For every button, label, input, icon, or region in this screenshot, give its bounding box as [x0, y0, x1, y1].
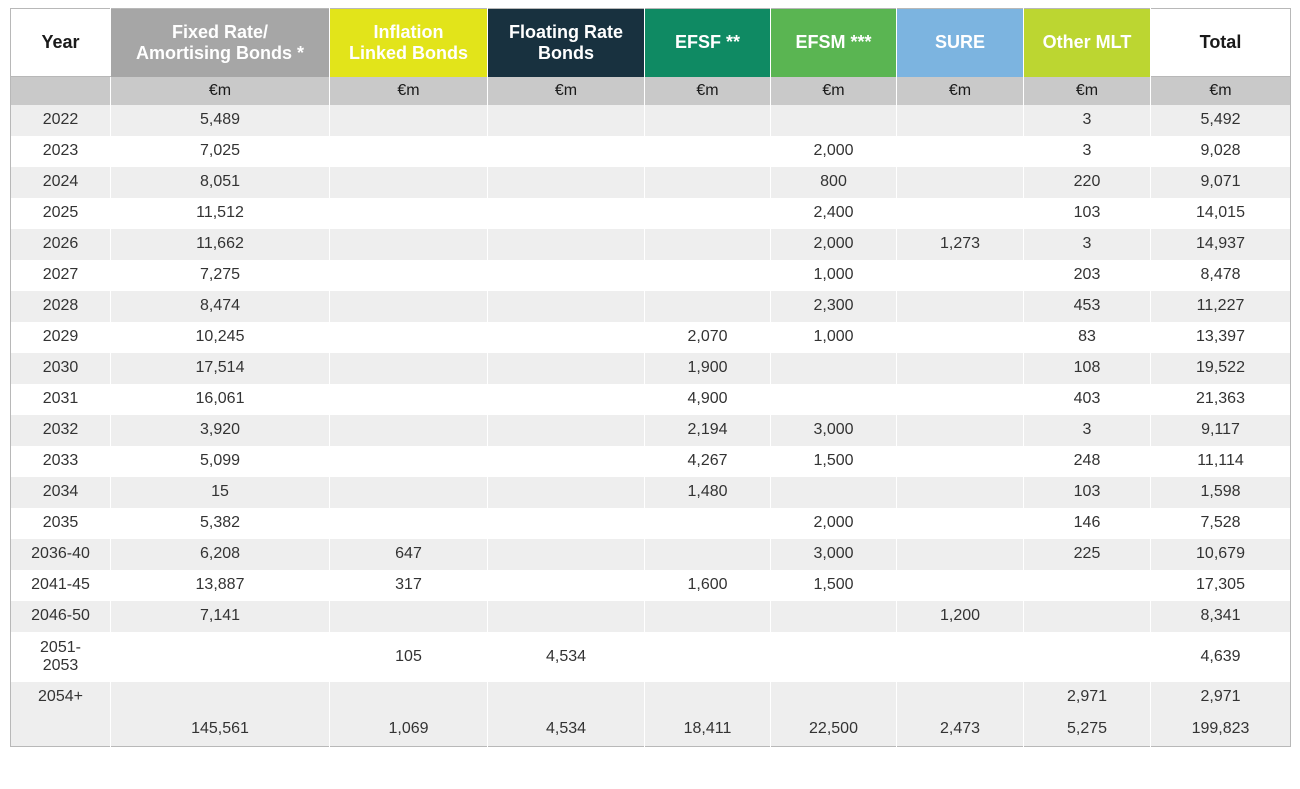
cell-other-mlt: 203 [1024, 260, 1151, 291]
cell-total: 5,492 [1151, 105, 1291, 136]
cell-sure [897, 477, 1024, 508]
cell-floating-rate [488, 601, 645, 632]
cell-efsm: 1,000 [771, 322, 897, 353]
cell-efsf [645, 260, 771, 291]
cell-floating-rate [488, 570, 645, 601]
cell-other-mlt: 3 [1024, 229, 1151, 260]
cell-sure [897, 291, 1024, 322]
units-cell-sure: €m [897, 77, 1024, 105]
cell-floating-rate [488, 136, 645, 167]
cell-fixed-rate: 7,141 [111, 601, 330, 632]
cell-inflation-linked [330, 260, 488, 291]
cell-efsm [771, 384, 897, 415]
table-row [11, 353, 1291, 384]
cell-efsf [645, 291, 771, 322]
cell-efsf [645, 198, 771, 229]
cell-efsm: 2,400 [771, 198, 897, 229]
cell-efsf [645, 539, 771, 570]
cell-sure [897, 570, 1024, 601]
cell-other-mlt: 403 [1024, 384, 1151, 415]
cell-other-mlt: 220 [1024, 167, 1151, 198]
table-totals-row [11, 713, 1291, 747]
cell-floating-rate [488, 229, 645, 260]
cell-efsm: 1,000 [771, 260, 897, 291]
cell-year-line1: 2051- [40, 638, 81, 656]
cell-inflation-linked: 317 [330, 570, 488, 601]
cell-efsf [645, 508, 771, 539]
cell-total: 9,071 [1151, 167, 1291, 198]
column-header-inflation-linked-line2: Linked Bonds [348, 42, 468, 63]
cell-efsf [645, 632, 771, 682]
cell-efsm [771, 477, 897, 508]
cell-floating-rate [488, 477, 645, 508]
cell-sure [897, 260, 1024, 291]
cell-year: 2041-45 [11, 570, 111, 601]
cell-fixed-rate: 13,887 [111, 570, 330, 601]
cell-sure [897, 415, 1024, 446]
cell-floating-rate [488, 198, 645, 229]
column-header-fixed-rate-line1: Fixed Rate/ [171, 21, 269, 42]
cell-sure [897, 198, 1024, 229]
total-cell-efsf: 18,411 [645, 713, 771, 747]
cell-efsf [645, 601, 771, 632]
total-cell-year [11, 713, 111, 747]
cell-fixed-rate: 3,920 [111, 415, 330, 446]
cell-sure [897, 682, 1024, 713]
cell-inflation-linked [330, 446, 488, 477]
cell-inflation-linked [330, 415, 488, 446]
cell-total: 10,679 [1151, 539, 1291, 570]
total-cell-fixed-rate: 145,561 [111, 713, 330, 747]
column-header-efsf [645, 9, 771, 77]
cell-year: 2024 [11, 167, 111, 198]
units-cell-efsf: €m [645, 77, 771, 105]
cell-sure [897, 322, 1024, 353]
cell-efsf: 1,480 [645, 477, 771, 508]
table-header [11, 9, 1291, 105]
cell-efsm: 2,300 [771, 291, 897, 322]
cell-total: 11,114 [1151, 446, 1291, 477]
cell-total: 7,528 [1151, 508, 1291, 539]
cell-fixed-rate [111, 632, 330, 682]
cell-sure [897, 105, 1024, 136]
column-header-fixed-rate [111, 9, 330, 77]
cell-fixed-rate: 6,208 [111, 539, 330, 570]
cell-total: 14,015 [1151, 198, 1291, 229]
column-header-other-mlt-label: Other MLT [1042, 32, 1132, 53]
column-header-inflation-linked-line1: Inflation [373, 21, 444, 42]
cell-inflation-linked [330, 384, 488, 415]
cell-total: 14,937 [1151, 229, 1291, 260]
cell-fixed-rate [111, 682, 330, 713]
cell-other-mlt: 103 [1024, 477, 1151, 508]
cell-sure [897, 539, 1024, 570]
column-header-sure [897, 9, 1024, 77]
cell-total: 2,971 [1151, 682, 1291, 713]
cell-floating-rate [488, 105, 645, 136]
cell-other-mlt [1024, 632, 1151, 682]
cell-year: 2034 [11, 477, 111, 508]
cell-efsf [645, 229, 771, 260]
cell-fixed-rate: 7,025 [111, 136, 330, 167]
cell-other-mlt: 248 [1024, 446, 1151, 477]
cell-year: 2036-40 [11, 539, 111, 570]
column-header-efsm [771, 9, 897, 77]
cell-inflation-linked [330, 198, 488, 229]
header-row [11, 9, 1291, 77]
cell-efsm: 2,000 [771, 229, 897, 260]
cell-efsm [771, 105, 897, 136]
cell-other-mlt: 225 [1024, 539, 1151, 570]
cell-other-mlt [1024, 570, 1151, 601]
cell-fixed-rate: 16,061 [111, 384, 330, 415]
cell-fixed-rate: 17,514 [111, 353, 330, 384]
cell-other-mlt: 2,971 [1024, 682, 1151, 713]
cell-inflation-linked [330, 322, 488, 353]
cell-sure [897, 508, 1024, 539]
total-cell-inflation-linked: 1,069 [330, 713, 488, 747]
cell-fixed-rate: 5,382 [111, 508, 330, 539]
cell-total: 8,478 [1151, 260, 1291, 291]
column-header-sure-label: SURE [934, 32, 985, 53]
cell-efsm: 2,000 [771, 508, 897, 539]
cell-year: 2026 [11, 229, 111, 260]
table-row [11, 539, 1291, 570]
cell-fixed-rate: 7,275 [111, 260, 330, 291]
units-cell-year [11, 77, 111, 105]
cell-efsm: 3,000 [771, 415, 897, 446]
cell-inflation-linked [330, 601, 488, 632]
cell-efsm [771, 353, 897, 384]
cell-year-line2: 2053 [42, 656, 79, 674]
table-row [11, 508, 1291, 539]
column-header-inflation-linked [330, 9, 488, 77]
column-header-year [11, 9, 111, 77]
cell-efsf: 1,600 [645, 570, 771, 601]
cell-efsm [771, 632, 897, 682]
column-header-floating-rate-line2: Bonds [538, 42, 594, 63]
cell-inflation-linked [330, 477, 488, 508]
total-cell-floating-rate: 4,534 [488, 713, 645, 747]
cell-efsf: 1,900 [645, 353, 771, 384]
cell-total: 17,305 [1151, 570, 1291, 601]
column-header-fixed-rate-line2: Amortising Bonds * [135, 42, 304, 63]
cell-year: 2027 [11, 260, 111, 291]
column-header-total-label: Total [1199, 31, 1242, 52]
cell-total: 8,341 [1151, 601, 1291, 632]
cell-fixed-rate: 8,474 [111, 291, 330, 322]
cell-fixed-rate: 5,489 [111, 105, 330, 136]
total-cell-other-mlt: 5,275 [1024, 713, 1151, 747]
cell-fixed-rate: 11,512 [111, 198, 330, 229]
units-row [11, 77, 1291, 105]
cell-efsm: 1,500 [771, 446, 897, 477]
cell-sure [897, 446, 1024, 477]
table-row [11, 322, 1291, 353]
column-header-total [1151, 9, 1291, 77]
table-row [11, 198, 1291, 229]
cell-efsf [645, 105, 771, 136]
cell-efsf [645, 136, 771, 167]
cell-sure [897, 384, 1024, 415]
cell-total: 1,598 [1151, 477, 1291, 508]
cell-efsm [771, 682, 897, 713]
cell-year: 2023 [11, 136, 111, 167]
cell-sure: 1,273 [897, 229, 1024, 260]
cell-floating-rate [488, 539, 645, 570]
cell-inflation-linked [330, 508, 488, 539]
cell-floating-rate [488, 446, 645, 477]
cell-floating-rate [488, 260, 645, 291]
cell-sure: 1,200 [897, 601, 1024, 632]
cell-inflation-linked [330, 229, 488, 260]
cell-year: 2025 [11, 198, 111, 229]
cell-fixed-rate: 11,662 [111, 229, 330, 260]
cell-inflation-linked [330, 105, 488, 136]
cell-other-mlt: 83 [1024, 322, 1151, 353]
cell-year: 2031 [11, 384, 111, 415]
cell-floating-rate [488, 167, 645, 198]
cell-fixed-rate: 8,051 [111, 167, 330, 198]
cell-other-mlt: 108 [1024, 353, 1151, 384]
cell-fixed-rate: 5,099 [111, 446, 330, 477]
cell-sure [897, 632, 1024, 682]
total-cell-total: 199,823 [1151, 713, 1291, 747]
cell-floating-rate [488, 353, 645, 384]
cell-inflation-linked: 647 [330, 539, 488, 570]
table-row [11, 477, 1291, 508]
cell-efsm: 2,000 [771, 136, 897, 167]
cell-other-mlt: 3 [1024, 415, 1151, 446]
table-row [11, 105, 1291, 136]
cell-efsm: 3,000 [771, 539, 897, 570]
cell-floating-rate [488, 384, 645, 415]
total-cell-sure: 2,473 [897, 713, 1024, 747]
cell-year: 2030 [11, 353, 111, 384]
cell-total: 21,363 [1151, 384, 1291, 415]
column-header-efsm-label: EFSM *** [795, 32, 872, 53]
cell-total: 9,028 [1151, 136, 1291, 167]
column-header-floating-rate-line1: Floating Rate [508, 21, 623, 42]
table-row [11, 136, 1291, 167]
table-row [11, 291, 1291, 322]
units-cell-inflation: €m [330, 77, 488, 105]
cell-other-mlt: 3 [1024, 105, 1151, 136]
cell-floating-rate: 4,534 [488, 632, 645, 682]
table-row [11, 167, 1291, 198]
units-cell-total: €m [1151, 77, 1291, 105]
cell-year [11, 632, 111, 682]
cell-total: 4,639 [1151, 632, 1291, 682]
table-row [11, 446, 1291, 477]
cell-efsf: 2,070 [645, 322, 771, 353]
cell-efsf [645, 167, 771, 198]
cell-floating-rate [488, 508, 645, 539]
column-header-other-mlt [1024, 9, 1151, 77]
cell-efsf: 4,267 [645, 446, 771, 477]
table-row [11, 601, 1291, 632]
cell-floating-rate [488, 682, 645, 713]
cell-other-mlt: 103 [1024, 198, 1151, 229]
total-cell-efsm: 22,500 [771, 713, 897, 747]
column-header-floating-rate [488, 9, 645, 77]
table-row [11, 260, 1291, 291]
table-row [11, 384, 1291, 415]
cell-total: 19,522 [1151, 353, 1291, 384]
cell-inflation-linked [330, 291, 488, 322]
cell-total: 9,117 [1151, 415, 1291, 446]
table-row [11, 415, 1291, 446]
column-header-efsf-label: EFSF ** [674, 32, 740, 53]
table-body [11, 105, 1291, 747]
table-row [11, 570, 1291, 601]
units-cell-other: €m [1024, 77, 1151, 105]
cell-efsm: 800 [771, 167, 897, 198]
cell-sure [897, 353, 1024, 384]
cell-other-mlt: 3 [1024, 136, 1151, 167]
cell-floating-rate [488, 322, 645, 353]
cell-year: 2054+ [11, 682, 111, 713]
cell-year: 2022 [11, 105, 111, 136]
cell-year: 2046-50 [11, 601, 111, 632]
table-row [11, 682, 1291, 713]
cell-other-mlt: 146 [1024, 508, 1151, 539]
cell-inflation-linked [330, 167, 488, 198]
cell-total: 13,397 [1151, 322, 1291, 353]
cell-other-mlt: 453 [1024, 291, 1151, 322]
cell-inflation-linked [330, 682, 488, 713]
column-header-year-label: Year [41, 31, 80, 52]
units-cell-efsm: €m [771, 77, 897, 105]
cell-efsm: 1,500 [771, 570, 897, 601]
cell-total: 11,227 [1151, 291, 1291, 322]
cell-inflation-linked: 105 [330, 632, 488, 682]
table-row [11, 229, 1291, 260]
cell-efsf [645, 682, 771, 713]
cell-year: 2035 [11, 508, 111, 539]
cell-efsf: 4,900 [645, 384, 771, 415]
cell-sure [897, 136, 1024, 167]
cell-efsm [771, 601, 897, 632]
cell-year: 2032 [11, 415, 111, 446]
cell-sure [897, 167, 1024, 198]
cell-floating-rate [488, 291, 645, 322]
cell-year: 2029 [11, 322, 111, 353]
cell-year: 2033 [11, 446, 111, 477]
cell-efsf: 2,194 [645, 415, 771, 446]
maturity-profile-table [10, 8, 1291, 747]
cell-year: 2028 [11, 291, 111, 322]
cell-other-mlt [1024, 601, 1151, 632]
cell-inflation-linked [330, 353, 488, 384]
cell-fixed-rate: 10,245 [111, 322, 330, 353]
cell-fixed-rate: 15 [111, 477, 330, 508]
units-cell-floating: €m [488, 77, 645, 105]
cell-inflation-linked [330, 136, 488, 167]
units-cell-fixed: €m [111, 77, 330, 105]
cell-floating-rate [488, 415, 645, 446]
table-row [11, 632, 1291, 682]
